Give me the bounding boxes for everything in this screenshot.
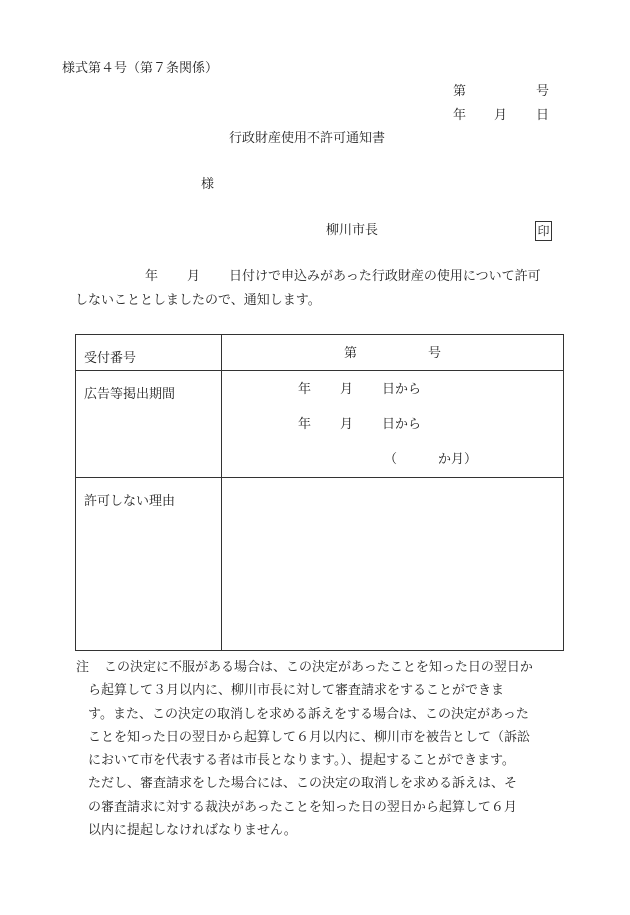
period-value-cell [222,371,564,478]
note-line: において市を代表する者は市長となります。）、提起することができます。 [88,753,515,769]
period-months: か月） [438,452,478,467]
period-open-paren: （ [384,452,398,467]
table-row-reason [76,478,564,651]
reception-go: 号 [428,346,442,361]
period-end-from: 日から [382,417,422,432]
seal-mark: 印 [535,221,552,241]
table-row-reception [76,335,564,371]
period-end-month: 月 [340,417,354,432]
note-mark: 注 [76,660,90,675]
details-table [75,334,564,651]
body-line2: しないこととしましたので、通知します。 [75,293,321,308]
form-number: 様式第４号（第７条関係） [62,61,219,76]
note-line: ただし、審査請求をした場合には、この決定の取消しを求める訴えは、そ [88,776,518,792]
date-day: 日 [536,108,550,123]
note-line: の審査請求に対する裁決があったことを知った日の翌日から起算して６月 [88,799,517,815]
reason-value-cell [222,478,564,651]
body-line1: 日付けで申込みがあった行政財産の使用について許可 [229,269,541,284]
body-year: 年 [145,269,159,284]
reason-label-cell [76,478,222,651]
period-start-month: 月 [340,382,354,397]
doc-no-dai: 第 [453,84,467,99]
reception-label-cell [76,335,222,371]
table-row-period [76,371,564,478]
reception-value-cell [222,335,564,371]
date-month: 月 [494,108,508,123]
date-year: 年 [453,108,467,123]
note-text [88,656,568,842]
note-line: す。また、この決定の取消しを求める訴えをする場合は、この決定があった [88,706,529,722]
note-line: ら起算して３月以内に、柳川市長に対して審査請求をすることができま [88,683,505,699]
reception-number-label: 受付番号 [84,351,137,366]
period-label-cell [76,371,222,478]
note-line: この決定に不服がある場合は、この決定があったことを知った日の翌日か [104,660,533,675]
note-line: ことを知った日の翌日から起算して６月以内に、柳川市を被告として（訴訟 [88,729,531,745]
doc-no-go: 号 [536,84,550,99]
reception-dai: 第 [344,346,358,361]
period-end-year: 年 [298,417,312,432]
posting-period-label: 広告等掲出期間 [84,387,176,402]
period-start-from: 日から [382,382,422,397]
note-line: 以内に提起しなければなりません。 [88,823,297,839]
document-title: 行政財産使用不許可通知書 [229,131,386,146]
body-month: 月 [187,269,201,284]
addressee-suffix: 様 [201,177,215,192]
issuer-name: 柳川市長 [326,223,379,238]
reason-label: 許可しない理由 [84,494,176,509]
period-start-year: 年 [298,382,312,397]
